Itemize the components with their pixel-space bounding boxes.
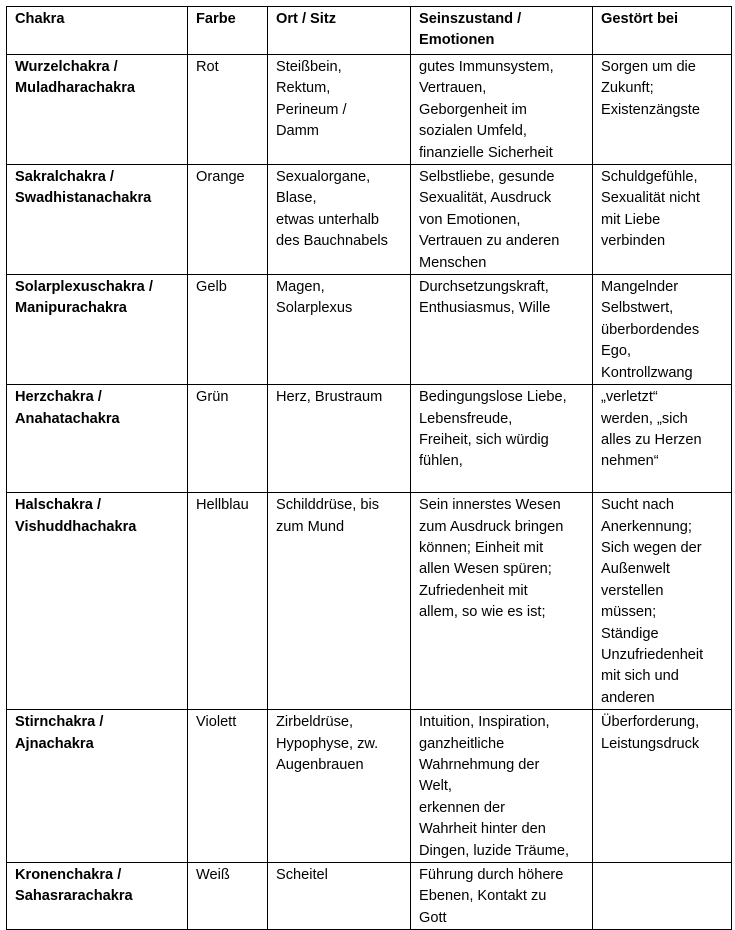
chakra-name: Sakralchakra / Swadhistanachakra bbox=[7, 165, 188, 275]
chakra-table bbox=[6, 6, 732, 930]
chakra-color: Rot bbox=[188, 55, 268, 165]
chakra-location: Magen, Solarplexus bbox=[268, 275, 411, 385]
chakra-color: Gelb bbox=[188, 275, 268, 385]
chakra-color: Grün bbox=[188, 385, 268, 493]
chakra-state: gutes Immunsystem, Vertrauen, Geborgenheit im sozialen Umfeld, finanzielle Sicherheit bbox=[411, 55, 593, 165]
chakra-name: Solarplexuschakra / Manipurachakra bbox=[7, 275, 188, 385]
chakra-state: Sein innerstes Wesen zum Ausdruck bringen können; Einheit mit allen Wesen spüren; Zufriedenheit mit allem, so wie es ist; bbox=[411, 493, 593, 710]
chakra-disturbance: Sorgen um die Zukunft; Existenzängste bbox=[593, 55, 732, 165]
chakra-color: Hellblau bbox=[188, 493, 268, 710]
chakra-location: Zirbeldrüse, Hypophyse, zw. Augenbrauen bbox=[268, 710, 411, 863]
table-row bbox=[7, 385, 732, 493]
header-seinszustand: Seinszustand / Emotionen bbox=[411, 7, 593, 55]
chakra-state: Selbstliebe, gesunde Sexualität, Ausdruck von Emotionen, Vertrauen zu anderen Menschen bbox=[411, 165, 593, 275]
chakra-disturbance: Überforderung, Leistungsdruck bbox=[593, 710, 732, 863]
chakra-disturbance: Mangelnder Selbstwert, überbordendes Ego, Kontrollzwang bbox=[593, 275, 732, 385]
chakra-name: Stirnchakra / Ajnachakra bbox=[7, 710, 188, 863]
table-row bbox=[7, 710, 732, 863]
header-farbe: Farbe bbox=[188, 7, 268, 55]
chakra-color: Violett bbox=[188, 710, 268, 863]
chakra-state: Führung durch höhere Ebenen, Kontakt zu Gott bbox=[411, 863, 593, 930]
chakra-color: Orange bbox=[188, 165, 268, 275]
chakra-disturbance: Sucht nach Anerkennung; Sich wegen der Außenwelt verstellen müssen; Ständige Unzufriedenheit mit sich und anderen bbox=[593, 493, 732, 710]
chakra-color: Weiß bbox=[188, 863, 268, 930]
header-ort: Ort / Sitz bbox=[268, 7, 411, 55]
table-row bbox=[7, 275, 732, 385]
chakra-disturbance bbox=[593, 863, 732, 930]
chakra-disturbance: Schuldgefühle, Sexualität nicht mit Liebe verbinden bbox=[593, 165, 732, 275]
table-row bbox=[7, 493, 732, 710]
header-gestoert: Gestört bei bbox=[593, 7, 732, 55]
chakra-location: Herz, Brustraum bbox=[268, 385, 411, 493]
table-row bbox=[7, 863, 732, 930]
chakra-disturbance: „verletzt“ werden, „sich alles zu Herzen nehmen“ bbox=[593, 385, 732, 493]
chakra-name: Kronenchakra / Sahasrarachakra bbox=[7, 863, 188, 930]
chakra-location: Sexualorgane, Blase, etwas unterhalb des Bauchnabels bbox=[268, 165, 411, 275]
header-chakra: Chakra bbox=[7, 7, 188, 55]
chakra-location: Schilddrüse, bis zum Mund bbox=[268, 493, 411, 710]
chakra-state: Intuition, Inspiration, ganzheitliche Wahrnehmung der Welt, erkennen der Wahrheit hinter den Dingen, luzide Träume, bbox=[411, 710, 593, 863]
chakra-name: Halschakra / Vishuddhachakra bbox=[7, 493, 188, 710]
chakra-state: Durchsetzungskraft, Enthusiasmus, Wille bbox=[411, 275, 593, 385]
header-row bbox=[7, 7, 732, 55]
chakra-location: Steißbein, Rektum, Perineum / Damm bbox=[268, 55, 411, 165]
chakra-state: Bedingungslose Liebe, Lebensfreude, Freiheit, sich würdig fühlen, bbox=[411, 385, 593, 493]
table-row bbox=[7, 55, 732, 165]
table-row bbox=[7, 165, 732, 275]
chakra-location: Scheitel bbox=[268, 863, 411, 930]
chakra-name: Wurzelchakra / Muladharachakra bbox=[7, 55, 188, 165]
chakra-name: Herzchakra / Anahatachakra bbox=[7, 385, 188, 493]
